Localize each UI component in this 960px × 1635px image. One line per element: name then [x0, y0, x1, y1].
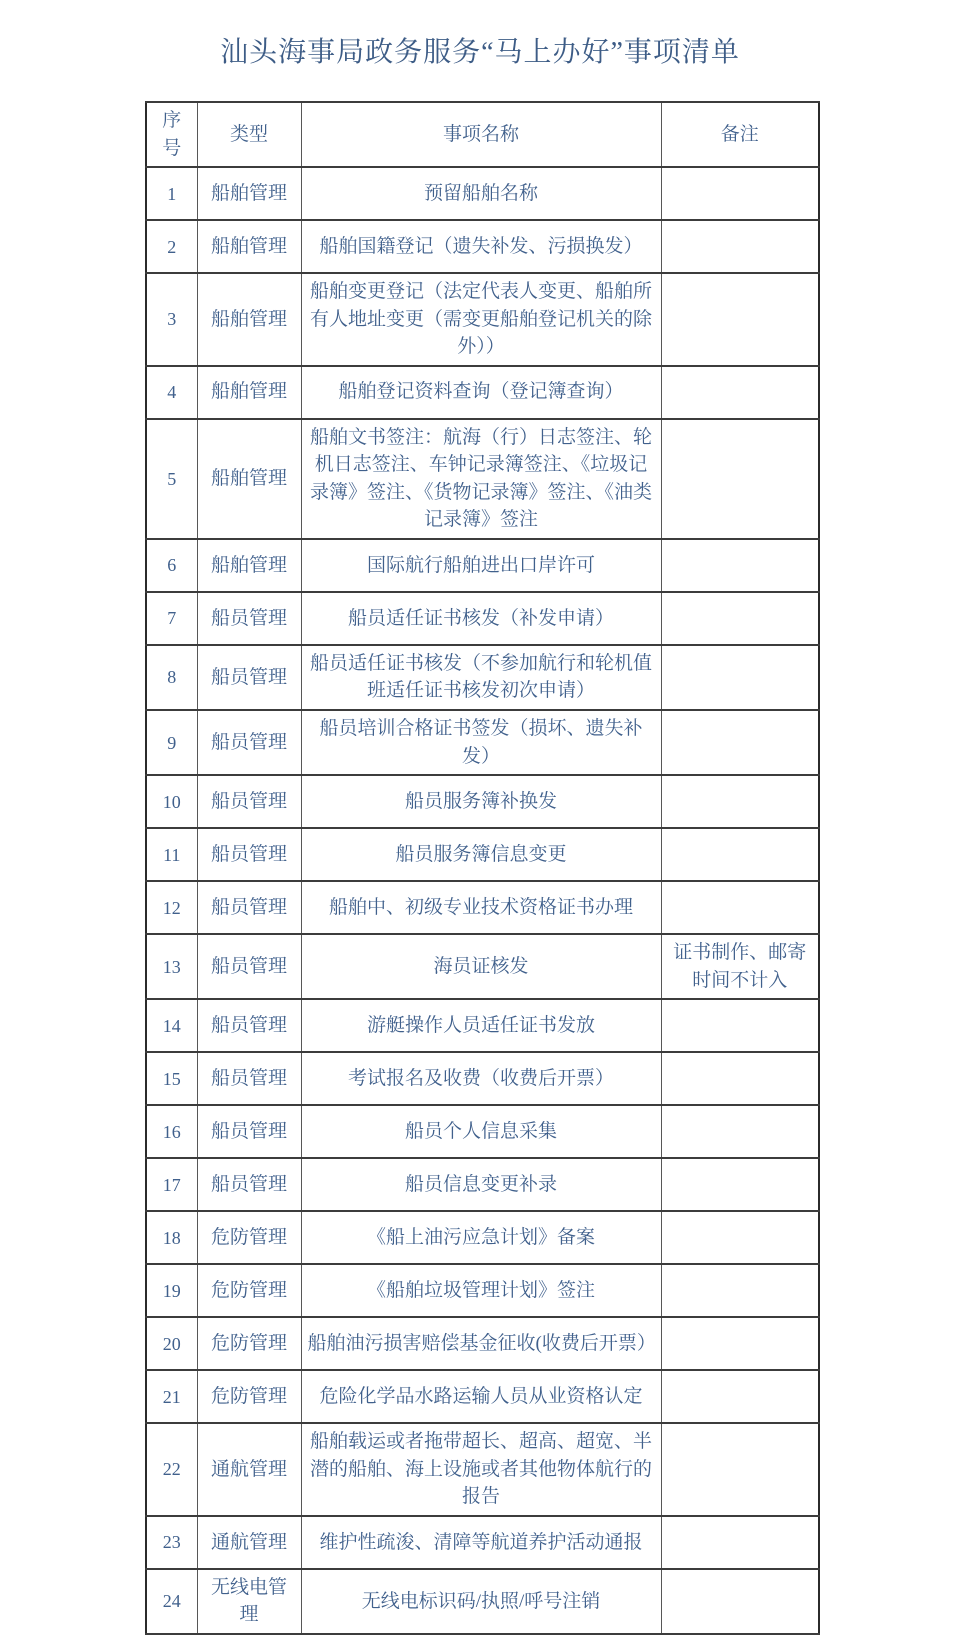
row-type-cell: 船员管理: [197, 934, 301, 999]
row-number-cell: 13: [146, 934, 197, 999]
row-note-cell: [661, 1423, 819, 1516]
table-row: [146, 710, 819, 775]
row-number-cell: 19: [146, 1264, 197, 1317]
row-note-cell: [661, 1264, 819, 1317]
table-body: [146, 167, 819, 1634]
row-item-name-cell: 船舶中、初级专业技术资格证书办理: [301, 881, 661, 934]
row-note-cell: [661, 775, 819, 828]
row-number-cell: 12: [146, 881, 197, 934]
table-row: [146, 220, 819, 273]
table-row: [146, 1052, 819, 1105]
row-number-cell: 18: [146, 1211, 197, 1264]
row-type-cell: 船员管理: [197, 775, 301, 828]
header-type: 类型: [197, 102, 301, 167]
row-number-cell: 23: [146, 1516, 197, 1569]
row-type-cell: 船员管理: [197, 999, 301, 1052]
table-row: [146, 775, 819, 828]
table-row: [146, 592, 819, 645]
row-note-cell: 证书制作、邮寄时间不计入: [661, 934, 819, 999]
row-number-cell: 20: [146, 1317, 197, 1370]
row-type-cell: 船舶管理: [197, 273, 301, 366]
row-type-cell: 船员管理: [197, 1158, 301, 1211]
table-row: [146, 1569, 819, 1634]
table-row: [146, 1264, 819, 1317]
table-header-row: [146, 102, 819, 167]
row-note-cell: [661, 167, 819, 220]
row-item-name-cell: 船舶载运或者拖带超长、超高、超宽、半潜的船舶、海上设施或者其他物体航行的报告: [301, 1423, 661, 1516]
row-number-cell: 14: [146, 999, 197, 1052]
row-note-cell: [661, 1569, 819, 1634]
row-item-name-cell: 预留船舶名称: [301, 167, 661, 220]
row-item-name-cell: 维护性疏浚、清障等航道养护活动通报: [301, 1516, 661, 1569]
row-type-cell: 通航管理: [197, 1516, 301, 1569]
header-note: 备注: [661, 102, 819, 167]
row-note-cell: [661, 1317, 819, 1370]
row-note-cell: [661, 539, 819, 592]
row-note-cell: [661, 645, 819, 710]
row-item-name-cell: 船员服务簿补换发: [301, 775, 661, 828]
row-item-name-cell: 船员适任证书核发（补发申请）: [301, 592, 661, 645]
row-number-cell: 7: [146, 592, 197, 645]
row-type-cell: 船员管理: [197, 645, 301, 710]
row-item-name-cell: 船员信息变更补录: [301, 1158, 661, 1211]
row-item-name-cell: 无线电标识码/执照/呼号注销: [301, 1569, 661, 1634]
header-item-name: 事项名称: [301, 102, 661, 167]
row-item-name-cell: 船舶变更登记（法定代表人变更、船舶所有人地址变更（需变更船舶登记机关的除外））: [301, 273, 661, 366]
row-note-cell: [661, 1370, 819, 1423]
page-title: 汕头海事局政务服务“马上办好”事项清单: [220, 37, 740, 68]
row-note-cell: [661, 1052, 819, 1105]
row-type-cell: 危防管理: [197, 1317, 301, 1370]
row-type-cell: 船员管理: [197, 710, 301, 775]
row-number-cell: 21: [146, 1370, 197, 1423]
row-note-cell: [661, 419, 819, 539]
row-item-name-cell: 船舶登记资料查询（登记簿查询）: [301, 366, 661, 419]
row-number-cell: 17: [146, 1158, 197, 1211]
row-number-cell: 10: [146, 775, 197, 828]
table-row: [146, 167, 819, 220]
table-row: [146, 1516, 819, 1569]
row-note-cell: [661, 366, 819, 419]
items-table: [145, 101, 820, 1635]
row-item-name-cell: 《船上油污应急计划》备案: [301, 1211, 661, 1264]
row-note-cell: [661, 999, 819, 1052]
table-row: [146, 539, 819, 592]
row-note-cell: [661, 710, 819, 775]
row-type-cell: 危防管理: [197, 1264, 301, 1317]
row-number-cell: 2: [146, 220, 197, 273]
row-item-name-cell: 考试报名及收费（收费后开票）: [301, 1052, 661, 1105]
table-row: [146, 1423, 819, 1516]
table-row: [146, 1370, 819, 1423]
row-item-name-cell: 船员适任证书核发（不参加航行和轮机值班适任证书核发初次申请）: [301, 645, 661, 710]
row-type-cell: 船舶管理: [197, 167, 301, 220]
row-item-name-cell: 船员培训合格证书签发（损坏、遗失补发）: [301, 710, 661, 775]
row-note-cell: [661, 592, 819, 645]
row-number-cell: 15: [146, 1052, 197, 1105]
row-item-name-cell: 船员服务簿信息变更: [301, 828, 661, 881]
table-row: [146, 419, 819, 539]
row-item-name-cell: 船舶文书签注：航海（行）日志签注、轮机日志签注、车钟记录簿签注、《垃圾记录簿》签注、《货物记录簿》签注、《油类记录簿》签注: [301, 419, 661, 539]
row-type-cell: 船员管理: [197, 592, 301, 645]
row-note-cell: [661, 220, 819, 273]
row-type-cell: 船舶管理: [197, 366, 301, 419]
row-note-cell: [661, 1516, 819, 1569]
row-number-cell: 9: [146, 710, 197, 775]
row-type-cell: 船员管理: [197, 881, 301, 934]
table-row: [146, 934, 819, 999]
row-item-name-cell: 危险化学品水路运输人员从业资格认定: [301, 1370, 661, 1423]
row-number-cell: 1: [146, 167, 197, 220]
row-number-cell: 22: [146, 1423, 197, 1516]
table-row: [146, 1317, 819, 1370]
row-number-cell: 11: [146, 828, 197, 881]
row-note-cell: [661, 828, 819, 881]
row-item-name-cell: 国际航行船舶进出口岸许可: [301, 539, 661, 592]
row-item-name-cell: 海员证核发: [301, 934, 661, 999]
row-note-cell: [661, 1158, 819, 1211]
row-item-name-cell: 《船舶垃圾管理计划》签注: [301, 1264, 661, 1317]
table-row: [146, 366, 819, 419]
row-note-cell: [661, 1211, 819, 1264]
row-number-cell: 5: [146, 419, 197, 539]
row-number-cell: 16: [146, 1105, 197, 1158]
row-type-cell: 船舶管理: [197, 220, 301, 273]
table-row: [146, 1158, 819, 1211]
table-row: [146, 999, 819, 1052]
row-note-cell: [661, 881, 819, 934]
row-note-cell: [661, 1105, 819, 1158]
row-type-cell: 船员管理: [197, 828, 301, 881]
row-type-cell: 通航管理: [197, 1423, 301, 1516]
row-type-cell: 船员管理: [197, 1105, 301, 1158]
row-number-cell: 3: [146, 273, 197, 366]
table-row: [146, 828, 819, 881]
table-row: [146, 881, 819, 934]
table-row: [146, 1211, 819, 1264]
table-row: [146, 645, 819, 710]
row-number-cell: 4: [146, 366, 197, 419]
row-item-name-cell: 船员个人信息采集: [301, 1105, 661, 1158]
table-row: [146, 1105, 819, 1158]
row-number-cell: 6: [146, 539, 197, 592]
row-number-cell: 8: [146, 645, 197, 710]
table-header: [146, 102, 819, 167]
row-note-cell: [661, 273, 819, 366]
row-type-cell: 船舶管理: [197, 539, 301, 592]
row-type-cell: 无线电管理: [197, 1569, 301, 1634]
row-type-cell: 船舶管理: [197, 419, 301, 539]
row-item-name-cell: 船舶油污损害赔偿基金征收(收费后开票）: [301, 1317, 661, 1370]
row-type-cell: 危防管理: [197, 1211, 301, 1264]
row-item-name-cell: 船舶国籍登记（遗失补发、污损换发）: [301, 220, 661, 273]
row-type-cell: 船员管理: [197, 1052, 301, 1105]
row-item-name-cell: 游艇操作人员适任证书发放: [301, 999, 661, 1052]
row-type-cell: 危防管理: [197, 1370, 301, 1423]
table-row: [146, 273, 819, 366]
row-number-cell: 24: [146, 1569, 197, 1634]
header-no: 序号: [146, 102, 197, 167]
